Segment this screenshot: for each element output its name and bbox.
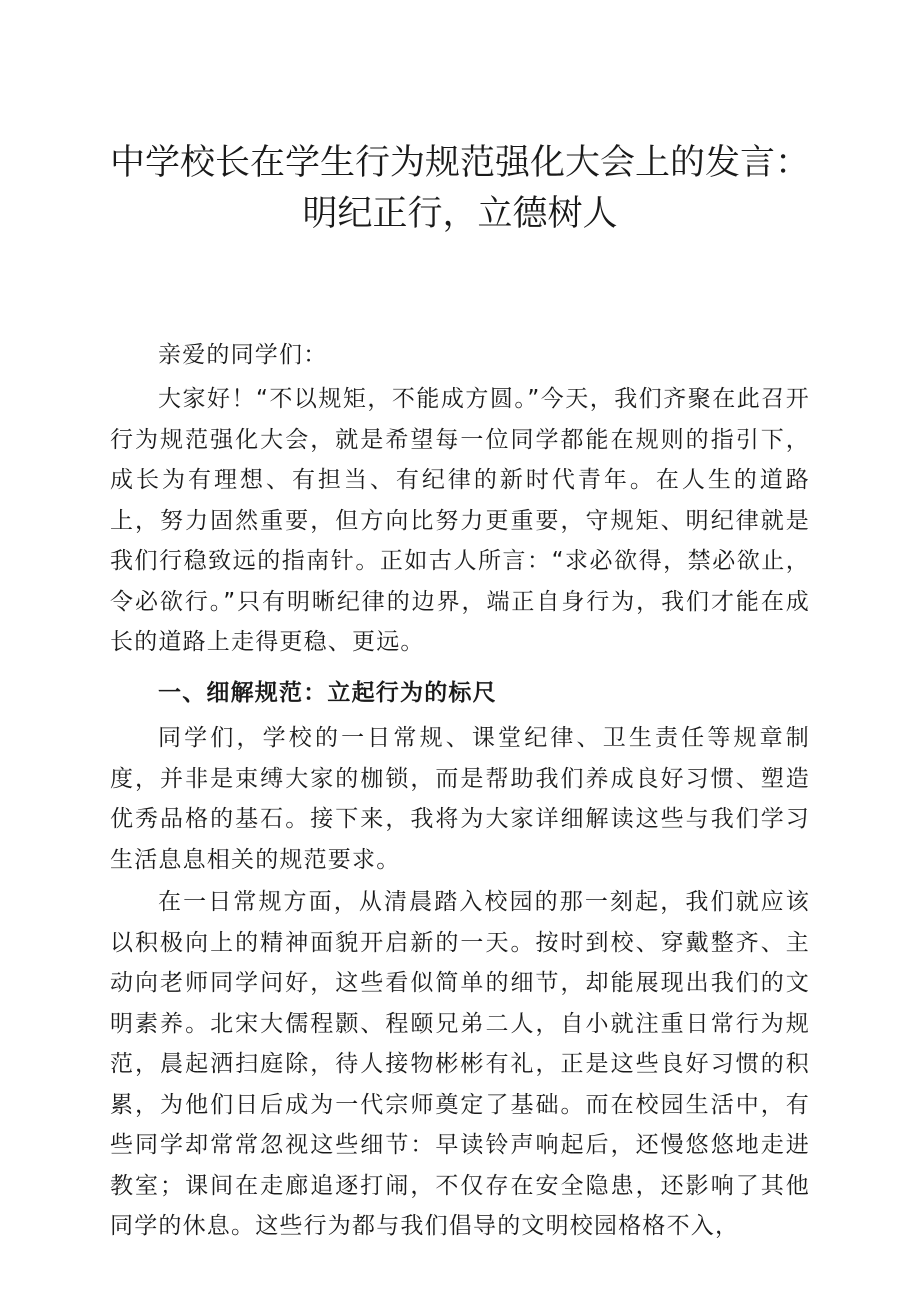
document-title-line-1: 中学校长在学生行为规范强化大会上的发言： — [109, 143, 810, 183]
section-1-paragraph-1: 同学们，学校的一日常规、课堂纪律、卫生责任等规章制度，并非是束缚大家的枷锁，而是帮助我们养成良好习惯、塑造优秀品格的基石。接下来，我将为大家详细解读这些与我们学习生活息息相关的规范要求。 — [110, 725, 810, 873]
document-title-line-2: 明纪正行，立德树人 — [302, 194, 618, 234]
salutation: 亲爱的同学们： — [158, 342, 328, 368]
intro-paragraph: 大家好！“不以规矩，不能成方圆。”今天，我们齐聚在此召开行为规范强化大会，就是希望每一位同学都能在规则的指引下，成长为有理想、有担当、有纪律的新时代青年。在人生的道路上，努力固然重要，但方向比努力更重要，守规矩、明纪律就是我们行稳致远的指南针。正如古人所言：“求必欲得，禁必欲止，令必欲行。”只有明晰纪律的边界，端正自身行为，我们才能在成长的道路上走得更稳、更远。 — [110, 386, 810, 655]
section-1-paragraph-2: 在一日常规方面，从清晨踏入校园的那一刻起，我们就应该以积极向上的精神面貌开启新的一天。按时到校、穿戴整齐、主动向老师同学问好，这些看似简单的细节，却能展现出我们的文明素养。北宋大儒程颢、程颐兄弟二人，自小就注重日常行为规范，晨起洒扫庭除，待人接物彬彬有礼，正是这些良好习惯的积累，为他们日后成为一代宗师奠定了基础。而在校园生活中，有些同学却常常忽视这些细节：早读铃声响起后，还慢悠悠地走进教室；课间在走廊追逐打闹，不仅存在安全隐患，还影响了其他同学的休息。这些行为都与我们倡导的文明校园格格不入， — [110, 889, 810, 1239]
section-1-heading: 一、细解规范：立起行为的标尺 — [158, 680, 497, 706]
